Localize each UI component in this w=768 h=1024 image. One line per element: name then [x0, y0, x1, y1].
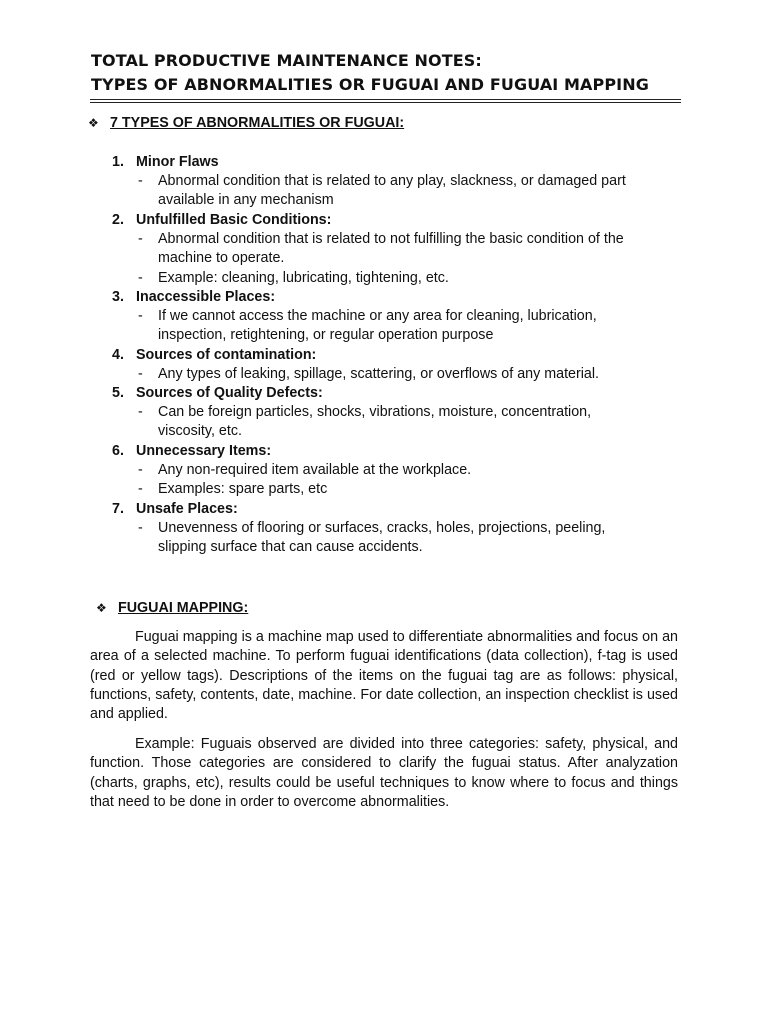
- abnormality-item: [112, 211, 672, 288]
- detail-line: slipping surface that can cause accidents.: [158, 539, 423, 556]
- title-line-1: TOTAL PRODUCTIVE MAINTENANCE NOTES:: [91, 51, 482, 70]
- abnormality-item: [112, 288, 672, 346]
- abnormality-title-text: Unnecessary Items:: [136, 443, 272, 459]
- detail-line: If we cannot access the machine or any area for cleaning, lubrication,: [158, 308, 597, 324]
- detail-line: available in any mechanism: [158, 192, 334, 209]
- abnormality-detail: [112, 403, 672, 442]
- types-heading-text: 7 TYPES OF ABNORMALITIES OR FUGUAI:: [110, 115, 405, 131]
- abnormality-detail: [112, 307, 672, 346]
- types-section-heading: [88, 114, 404, 132]
- abnormality-title-text: Sources of contamination:: [136, 347, 317, 363]
- dash-bullet: -: [138, 366, 143, 382]
- detail-line: Example: cleaning, lubricating, tightening, etc.: [158, 269, 449, 286]
- dash-bullet: -: [138, 520, 143, 536]
- abnormality-detail: [112, 172, 672, 211]
- abnormality-item: [112, 500, 672, 558]
- abnormality-title: [112, 346, 672, 365]
- abnormality-detail: [112, 519, 672, 558]
- detail-line: Abnormal condition that is related to not fulfilling the basic condition of the: [158, 231, 624, 247]
- detail-line: Unevenness of flooring or surfaces, cracks, holes, projections, peeling,: [158, 520, 606, 536]
- dash-bullet: -: [138, 481, 143, 498]
- abnormality-detail: [112, 269, 672, 288]
- abnormality-title-text: Inaccessible Places:: [136, 289, 276, 305]
- abnormality-title-text: Sources of Quality Defects:: [136, 385, 323, 401]
- dash-bullet: -: [138, 231, 143, 247]
- abnormality-item: [112, 153, 672, 211]
- detail-line: Any non-required item available at the workplace.: [158, 462, 472, 478]
- abnormality-title: [112, 211, 672, 230]
- detail-line: Examples: spare parts, etc: [158, 481, 328, 498]
- dash-bullet: -: [138, 269, 143, 286]
- list-number: 6.: [112, 443, 124, 459]
- abnormality-detail: [112, 480, 672, 499]
- mapping-paragraph-2: Example: Fuguais observed are divided into three categories: safety, physical, and function. Those categories are considered to clarify the fuguai status. After analyzation (charts, graphs, etc), results could be useful techniques to know where to focus and things that need to be done in order to overcome abnormalities.: [90, 736, 678, 810]
- detail-line: inspection, retightening, or regular operation purpose: [158, 327, 494, 344]
- abnormality-item: [112, 442, 672, 500]
- dash-bullet: -: [138, 404, 143, 420]
- detail-line: viscosity, etc.: [158, 423, 242, 440]
- dash-bullet: -: [138, 173, 143, 189]
- abnormality-item: [112, 384, 672, 442]
- abnormality-title-text: Unsafe Places:: [136, 501, 238, 517]
- diamond-bullet-icon: ❖: [88, 116, 99, 130]
- abnormality-detail: [112, 230, 672, 269]
- mapping-paragraph-1: Fuguai mapping is a machine map used to differentiate abnormalities and focus on an area of a selected machine. To perform fuguai identifications (data collection), f-tag is used (red or yellow tags). Descriptions of the items on the fuguai tag are as follows: physical, functions, safety, contents, date, machine. For date collection, an inspection checklist is used and applied.: [90, 629, 678, 723]
- document-title: [91, 49, 681, 97]
- list-number: 2.: [112, 212, 124, 228]
- abnormality-title: [112, 500, 672, 519]
- list-number: 5.: [112, 385, 124, 401]
- dash-bullet: -: [138, 462, 143, 478]
- abnormality-title-text: Unfulfilled Basic Conditions:: [136, 212, 332, 228]
- abnormality-title: [112, 442, 672, 461]
- dash-bullet: -: [138, 308, 143, 324]
- abnormality-title: [112, 384, 672, 403]
- abnormality-detail: [112, 365, 672, 384]
- detail-line: Can be foreign particles, shocks, vibrations, moisture, concentration,: [158, 404, 592, 420]
- abnormality-title: [112, 153, 672, 172]
- abnormality-detail: [112, 461, 672, 480]
- detail-line: Abnormal condition that is related to any play, slackness, or damaged part: [158, 173, 626, 189]
- diamond-bullet-icon: ❖: [96, 601, 107, 615]
- detail-line: machine to operate.: [158, 250, 285, 267]
- list-number: 3.: [112, 289, 124, 305]
- detail-line: Any types of leaking, spillage, scattering, or overflows of any material.: [158, 366, 600, 382]
- abnormality-title-text: Minor Flaws: [136, 154, 219, 170]
- title-line-2: TYPES OF ABNORMALITIES OR FUGUAI AND FUGUAI MAPPING: [91, 75, 649, 94]
- abnormality-item: [112, 346, 672, 384]
- mapping-heading-text: FUGUAI MAPPING:: [118, 600, 249, 616]
- title-underline-rule: [90, 99, 681, 103]
- abnormality-title: [112, 288, 672, 307]
- mapping-section-heading: [96, 599, 248, 617]
- list-number: 4.: [112, 347, 124, 363]
- list-number: 1.: [112, 154, 124, 170]
- list-number: 7.: [112, 501, 124, 517]
